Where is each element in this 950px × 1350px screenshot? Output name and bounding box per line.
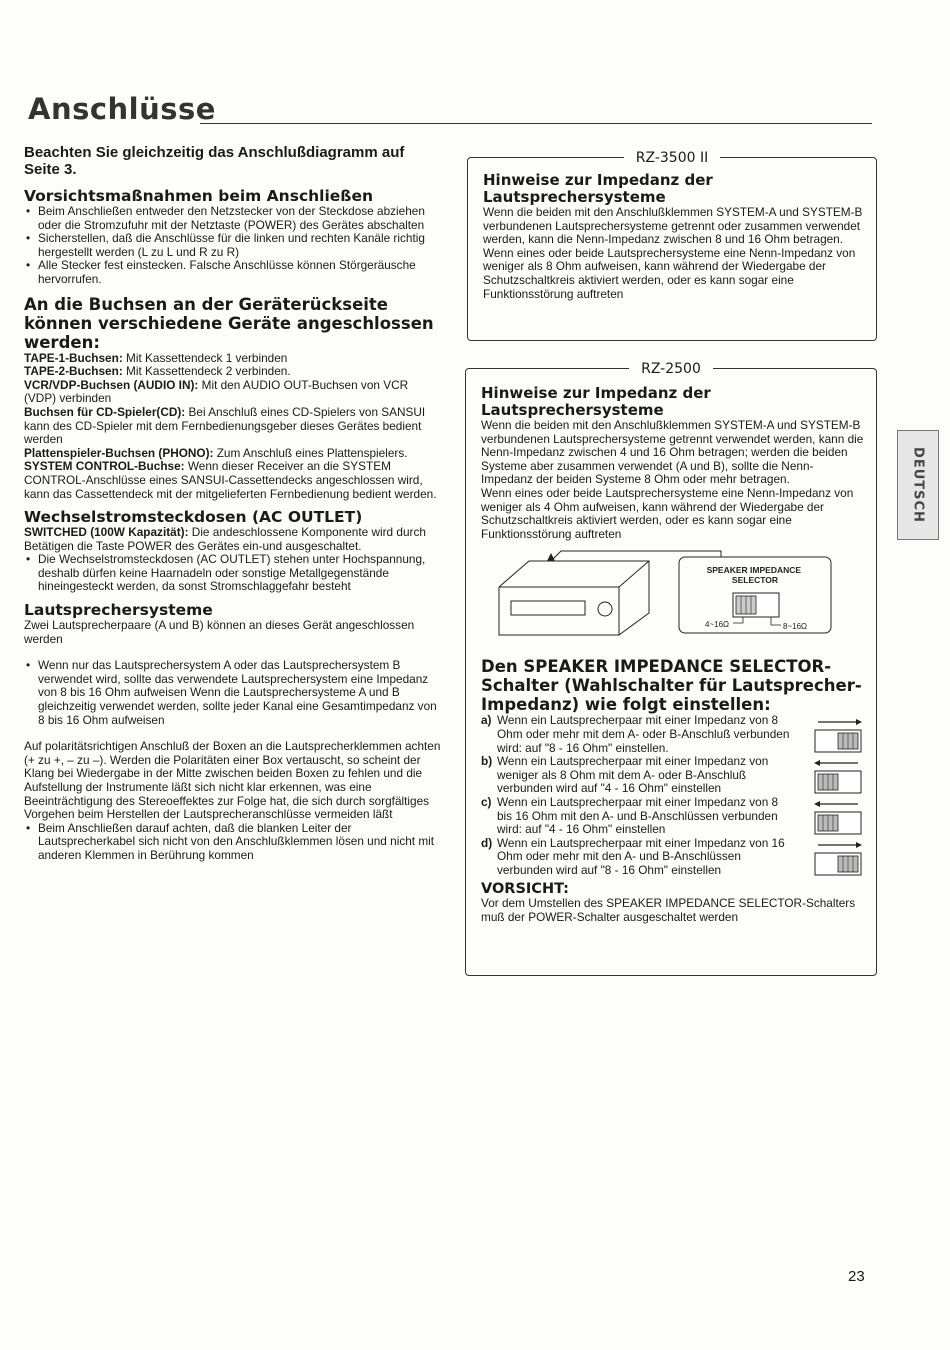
step-key: b) [481,754,493,769]
list-item [481,837,864,878]
jack-item [24,379,442,406]
jack-text: Bei Anschluß eines CD-Spielers von SANSUI kann des CD-Spieler mit dem Fernbedienungsgeber dieses Gerätes bedient werden [24,404,426,447]
speakers-paragraph: Zwei Lautsprecherpaare (A und B) können an dieses Gerät angeschlossen werden [24,618,415,646]
jack-term: SYSTEM CONTROL-Buchse: [24,459,185,474]
selector-steps [481,714,864,877]
ac-switched-item [24,526,442,553]
jacks-section [24,295,442,502]
precautions-section [24,188,442,287]
receiver-illustration [499,551,721,635]
jack-item [24,447,442,461]
selector-heading: Den SPEAKER IMPEDANCE SELECTOR-Schalter (Wahlschalter für Lautsprecher-Impedanz) wie folgt einstellen: [481,657,862,715]
rz3500-heading: Hinweise zur Impedanz der Lautsprechersysteme [483,171,713,206]
precautions-heading: Vorsichtsmaßnahmen beim Anschließen [24,187,373,205]
warning-heading: VORSICHT: [481,881,569,898]
warning-text: Vor dem Umstellen des SPEAKER IMPEDANCE SELECTOR-Schalters muß der POWER-Schalter ausgeschaltet werden [481,896,856,924]
step-key: d) [481,835,493,850]
jack-item [24,352,442,366]
switch-left-icon [812,798,864,836]
ac-outlet-heading: Wechselstromsteckdosen (AC OUTLET) [24,508,363,527]
list-item [481,796,864,837]
rz3500-box [467,150,877,341]
list-item [481,755,864,796]
jack-term: TAPE-1-Buchsen: [24,350,123,365]
list-item: • Wenn nur das Lautsprechersystem A oder das Lautsprechersystem B verwendet wird, sollte das verwendete Lautsprechersystem eine Impedanz von 8 bis 16 Ohm aufweisen Wenn die Lautsprechersysteme A und B gleichzeitig verwendet werden, sollte jeder Kanal eine Gesamtimpedanz von 8 bis 16 Ohm aufweisen [24,659,442,727]
speakers-list-2 [24,822,442,863]
ac-term: SWITCHED (100W Kapazität): [24,525,189,540]
rz3500-paragraph: Wenn eines oder beide Lautsprechersysteme eine Nenn-Impedanz von weniger als 8 Ohm aufweisen, kann während der Wiedergabe der Schutzschaltkreis aktiviert werden, oder es kann sogar eine Funktionsstörung auftreten [483,245,856,301]
list-item: • Sicherstellen, daß die Anschlüsse für die linken und rechten Kanäle richtig hergestellt werden (L zu L und R zu R) [24,232,442,259]
page-title: Anschlüsse [28,92,216,126]
step-text: Wenn ein Lautsprecherpaar mit einer Impedanz von weniger als 8 Ohm mit dem A- oder B-Anschluß verbunden wird auf "4 - 16 Ohm" einstellen [497,754,769,796]
speakers-list [24,659,442,727]
list-item: • Beim Anschließen darauf achten, daß die blanken Leiter der Lautsprecherkabel sich nicht von den Anschlußklemmen lösen und nicht mit anderen Klemmen in Berührung kommen [24,822,442,863]
step-key: c) [481,794,492,809]
intro-text: Beachten Sie gleichzeitig das Anschlußdiagramm auf Seite 3. [24,144,405,178]
selector-left-value: 4~16Ω [705,620,729,630]
jack-term: VCR/VDP-Buchsen (AUDIO IN): [24,377,199,392]
rz3500-content [483,172,864,301]
page-number: 23 [848,1268,865,1285]
jack-text: Mit den AUDIO OUT-Buchsen von VCR (VDP) verbinden [24,377,409,406]
rz2500-paragraph: Wenn eines oder beide Lautsprechersysteme eine Nenn-Impedanz von weniger als 4 Ohm aufweisen, kann während der Wiedergabe der Schutzschaltkreis aktiviert werden, oder es kann sogar eine Funktionsstörung auftreten [481,485,854,541]
switch-right-icon [812,716,864,754]
precautions-list [24,205,442,287]
speaker-impedance-diagram [481,547,861,651]
language-tab-label: DEUTSCH [910,447,926,523]
jack-text: Zum Anschluß eines Plattenspielers. [213,445,408,460]
ac-list [24,553,442,594]
switch-left-icon [812,757,864,795]
step-text: Wenn ein Lautsprecherpaar mit einer Impedanz von 16 Ohm oder mehr mit den A- und B-Anschlüssen verbunden wird auf "8 - 16 Ohm" einstellen [497,835,785,877]
selector-switch-icon [733,593,781,625]
jack-text: Mit Kassettendeck 1 verbinden [122,350,288,365]
selector-label: SPEAKER IMPEDANCE SELECTOR [706,565,802,586]
rz3500-paragraph: Wenn die beiden mit den Anschlußklemmen SYSTEM-A und SYSTEM-B verbundenen Lautsprechersysteme getrennt oder zusammen verwendet werden, kann die Nenn-Impedanz zwischen 8 und 16 Ohm betragen. [483,205,863,247]
jack-term: Buchsen für CD-Spieler(CD): [24,404,186,419]
jack-term: Plattenspieler-Buchsen (PHONO): [24,445,214,460]
jack-item [24,406,442,447]
list-item: • Die Wechselstromsteckdosen (AC OUTLET) stehen unter Hochspannung, deshalb dürfen keine Haarnadeln oder sonstige Metallgegenstände hineingesteckt werden, da sonst Stromschlaggefahr besteht [24,553,442,594]
list-item [481,714,864,755]
rz3500-label: RZ-3500 II [624,150,720,166]
speakers-section [24,602,442,863]
step-text: Wenn ein Lautsprecherpaar mit einer Impedanz von 8 Ohm oder mehr mit dem A- oder B-Anschluß verbunden wird: auf "8 - 16 Ohm" einstellen. [497,713,790,755]
polarity-paragraph: Auf polaritätsrichtigen Anschluß der Boxen an die Lautsprecherklemmen achten (+ zu +, – zu –). Werden die Polaritäten einer Box vertauscht, so scheint der Klang bei Wiedergabe in der Mitte zwischen beiden Boxen zu fehlen und die Aufstellung der Instrumente läßt sich nicht klar erkennen, was eine Beeinträchtigung des Stereoeffektes zur Folge hat, die sich durch sorgfältiges Vorgehen beim Herstellen der Lautsprecheranschlüsse vermeiden läßt [24,739,441,822]
jack-item [24,365,442,379]
step-key: a) [481,713,492,728]
jacks-heading: An die Buchsen an der Geräterückseite können verschiedene Geräte angeschlossen werden: [24,294,434,352]
speakers-heading: Lautsprechersysteme [24,601,213,620]
language-tab [897,430,939,540]
step-text: Wenn ein Lautsprecherpaar mit einer Impedanz von 8 bis 16 Ohm mit den A- und B-Anschlüssen verbunden wird: auf "4 - 16 Ohm" einstellen [497,794,779,837]
ac-outlet-section [24,509,442,594]
list-item: • Beim Anschließen entweder den Netzstecker von der Steckdose abziehen oder die Stromzufuhr mit der Netztaste (POWER) des Gerätes abschalten [24,205,442,232]
rz2500-heading: Hinweise zur Impedanz der Lautsprechersysteme [481,384,711,419]
rz2500-paragraph: Wenn die beiden mit den Anschlußklemmen SYSTEM-A und SYSTEM-B verbundenen Lautsprechersysteme getrennt verwendet werden, kann die Nenn-Impedanz zwischen 4 und 16 Ohm betragen; werden die beiden Systeme aber zusammen verwendet (A und B), sollte die Nenn-Impedanz der beiden Systeme 8 Ohm oder mehr betragen. [481,418,864,487]
selector-right-value: 8~16Ω [783,622,807,632]
jack-text: Mit Kassettendeck 2 verbinden. [122,364,291,379]
rz2500-label: RZ-2500 [629,361,713,377]
jack-item [24,460,442,501]
jack-text: Wenn dieser Receiver an die SYSTEM CONTROL-Anschlüsse eines SANSUI-Cassettendecks angeschlossen wird, kann das Cassettendeck mit der mitgelieferten Fernbedienung bedient werden. [24,459,437,501]
title-rule [200,123,872,124]
jack-term: TAPE-2-Buchsen: [24,364,123,379]
rz2500-content [481,385,864,924]
switch-right-icon [812,839,864,877]
list-item: • Alle Stecker fest einstecken. Falsche Anschlüsse können Störgeräusche hervorrufen. [24,259,442,286]
left-column [24,144,442,871]
rz2500-box [465,361,877,976]
ac-text: Die andeschlossene Komponente wird durch Betätigen die Taste POWER des Gerätes ein-und ausgeschaltet. [24,525,426,553]
arrow-icon [547,553,555,561]
